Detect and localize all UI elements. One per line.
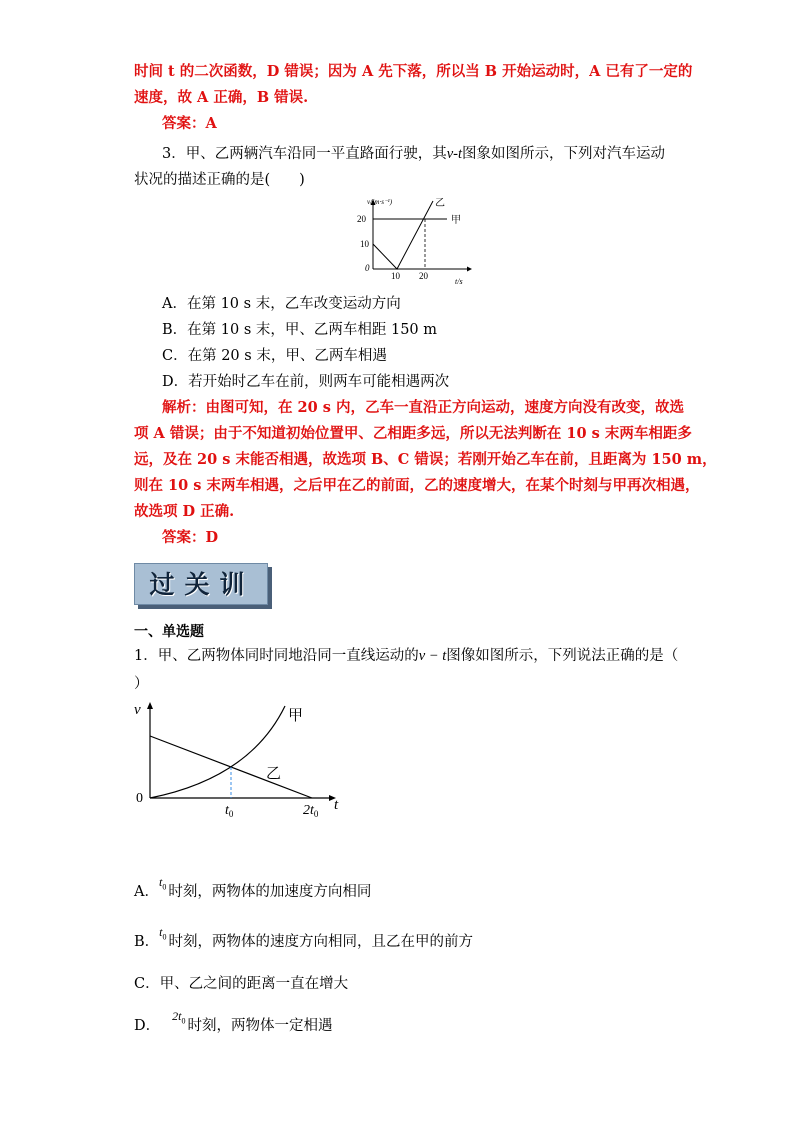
q1-t0-label bbox=[225, 803, 234, 819]
q1-option-a-letter: A． bbox=[134, 884, 159, 900]
q1-x-label: t bbox=[334, 797, 339, 813]
q1-stem-pre: 1．甲、乙两物体同时同地沿同一直线运动的 bbox=[134, 648, 419, 664]
q1-option-b-sym-sub: 0 bbox=[162, 932, 167, 942]
q1-2t0-label bbox=[303, 803, 319, 819]
q1-option-d-sym-sub: 0 bbox=[181, 1016, 186, 1026]
q1-t0-sym: t bbox=[225, 803, 229, 818]
q1-line-jia bbox=[150, 706, 285, 798]
q1-vt-graph bbox=[130, 698, 360, 823]
q1-stem-post: 图像如图所示，下列说法正确的是（ bbox=[446, 648, 679, 664]
q3-tick-20: 20 bbox=[357, 214, 366, 224]
q1-option-a bbox=[134, 875, 372, 907]
q1-option-b-letter: B． bbox=[134, 934, 160, 950]
q3-tick-x10: 10 bbox=[391, 271, 400, 281]
q1-origin: 0 bbox=[136, 791, 143, 806]
banner-title: 过关训 bbox=[149, 570, 255, 599]
q3-label-jia: 甲 bbox=[451, 215, 461, 226]
q1-stem-line2: ） bbox=[134, 676, 149, 692]
q3-stem-line2: 状况的描述正确的是( ) bbox=[134, 172, 305, 188]
q3-analysis-line3: 远，及在 20 s 末能否相遇，故选项 B、C 错误；若刚开始乙车在前，且距离为 150 m， bbox=[134, 451, 717, 468]
q3-answer: 答案：D bbox=[162, 529, 219, 546]
q3-option-b: B．在第 10 s 末，甲、乙两车相距 150 m bbox=[162, 322, 438, 338]
q3-option-d: D．若开始时乙车在前，则两车可能相遇两次 bbox=[162, 374, 450, 390]
q1-option-b-sym bbox=[159, 925, 167, 942]
analysis-prev-line2: 速度，故 A 正确，B 错误. bbox=[134, 89, 309, 106]
q1-option-c bbox=[134, 974, 348, 994]
q3-analysis-line4: 则在 10 s 末两车相遇，之后甲在乙的前面，乙的速度增大，在某个时刻与甲再次相遇， bbox=[134, 477, 700, 494]
q3-tick-x20: 20 bbox=[419, 271, 428, 281]
q3-analysis-line2: 项 A 错误；由于不知道初始位置甲、乙相距多远，所以无法判断在 10 s 末两车相距多 bbox=[134, 425, 692, 442]
q1-t0-sub: 0 bbox=[228, 809, 234, 819]
q3-analysis-line1: 解析：由图可知，在 20 s 内，乙车一直沿正方向运动，速度方向没有改变，故选 bbox=[162, 399, 684, 416]
q1-label-jia: 甲 bbox=[288, 708, 304, 724]
q1-option-a-sym bbox=[158, 875, 167, 892]
q1-option-a-sym-t: t bbox=[158, 875, 163, 889]
q3-analysis-line5: 故选项 D 正确. bbox=[134, 503, 235, 520]
q1-option-c-letter: C． bbox=[134, 976, 160, 992]
q1-option-d-text: 时刻，两物体一定相遇 bbox=[187, 1018, 333, 1034]
q1-label-yi: 乙 bbox=[266, 766, 282, 782]
q3-tick-10: 10 bbox=[360, 239, 369, 249]
q3-label-yi: 乙 bbox=[435, 198, 445, 209]
q1-option-c-text: 甲、乙之间的距离一直在增大 bbox=[159, 976, 349, 992]
q1-y-label: v bbox=[134, 702, 141, 718]
q3-stem-line1 bbox=[162, 144, 665, 164]
q1-option-b-sym-t: t bbox=[159, 925, 163, 939]
q3-option-c: C．在第 20 s 末，甲、乙两车相遇 bbox=[162, 348, 387, 364]
q1-vt-symbol: v − t bbox=[418, 648, 447, 664]
q3-stem-pre: 3．甲、乙两辆汽车沿同一平直路面行驶，其 bbox=[162, 146, 447, 162]
q1-stem-line1 bbox=[134, 646, 678, 666]
q3-vt-symbol: v-t bbox=[446, 146, 463, 162]
q1-option-d-sym-t: 2t bbox=[172, 1009, 182, 1023]
answer-prev: 答案：A bbox=[162, 115, 217, 132]
section-heading: 一、单选题 bbox=[134, 624, 204, 640]
q3-vt-graph bbox=[355, 192, 475, 287]
q1-option-a-text: 时刻，两物体的加速度方向相同 bbox=[168, 884, 372, 900]
q1-option-d-letter: D． bbox=[134, 1018, 161, 1034]
q1-2t0-sub: 0 bbox=[313, 809, 319, 819]
q3-y-label: v/(m·s⁻¹) bbox=[367, 198, 393, 206]
section-banner bbox=[134, 563, 268, 605]
q1-option-d bbox=[134, 1009, 333, 1041]
q3-option-a: A．在第 10 s 末，乙车改变运动方向 bbox=[162, 296, 401, 312]
q1-option-d-sym bbox=[172, 1009, 186, 1026]
q3-line-yi bbox=[373, 201, 433, 269]
q1-2t0-sym: 2t bbox=[303, 803, 314, 818]
q3-origin: 0 bbox=[365, 263, 370, 273]
q1-option-a-sym-sub: 0 bbox=[162, 882, 167, 892]
analysis-prev-line1: 时间 t 的二次函数，D 错误；因为 A 先下落，所以当 B 开始运动时，A 已有了一定的 bbox=[134, 63, 693, 80]
q3-x-arrow bbox=[467, 267, 472, 272]
q1-y-arrow bbox=[147, 702, 153, 709]
q3-x-label: t/s bbox=[455, 277, 463, 286]
q1-option-b bbox=[134, 925, 473, 957]
q3-stem-post: 图象如图所示，下列对汽车运动 bbox=[462, 146, 666, 162]
q1-option-b-text: 时刻，两物体的速度方向相同，且乙在甲的前方 bbox=[168, 934, 473, 950]
